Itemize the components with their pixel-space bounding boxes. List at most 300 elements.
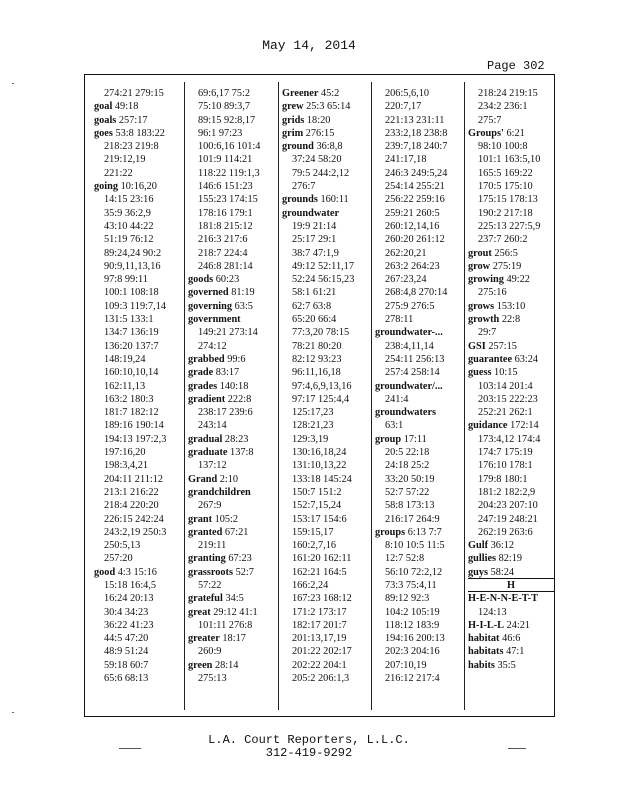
index-references: 256:5 — [494, 247, 518, 259]
index-subline: 257:4 258:14 — [385, 367, 440, 379]
index-entry — [282, 127, 370, 140]
index-subline: 218:7 224:4 — [198, 247, 248, 259]
index-subline: 262:19 263:6 — [478, 526, 533, 538]
index-subline: 82:12 93:23 — [292, 353, 342, 365]
index-subline: 103:14 201:4 — [478, 380, 533, 392]
index-entry — [188, 526, 276, 539]
index-subline: 219:12,19 — [104, 154, 146, 166]
index-subline: 216:17 264:9 — [385, 513, 440, 525]
index-subline: 48:9 51:24 — [104, 646, 149, 658]
index-term: governed — [188, 287, 229, 299]
index-references: 60:23 — [215, 274, 240, 286]
footer-phone: 312-419-9292 — [265, 746, 353, 760]
index-entry — [375, 526, 463, 539]
index-subline: 237:7 260:2 — [478, 234, 528, 246]
index-term: grade — [188, 367, 214, 379]
index-references: 25:3 65:14 — [306, 101, 351, 113]
index-entry — [188, 632, 276, 645]
index-references: 172:14 — [510, 420, 539, 432]
column-divider — [371, 82, 372, 710]
index-subline: 62:7 63:8 — [292, 300, 332, 312]
index-subline: 204:11 211:12 — [104, 473, 164, 485]
index-subline: 213:1 216:22 — [104, 486, 159, 498]
index-references: 28:23 — [224, 433, 249, 445]
index-term: goals — [94, 114, 117, 126]
index-entry — [468, 419, 554, 432]
index-entry — [188, 353, 276, 366]
index-subline: 128:21,23 — [292, 420, 334, 432]
index-term: guarantee — [468, 353, 513, 365]
index-section-letter: H — [468, 578, 554, 592]
index-subline: 257:20 — [104, 553, 133, 565]
index-entry — [188, 433, 276, 446]
index-entry — [468, 645, 554, 658]
index-term: group — [375, 433, 402, 445]
index-references: 46:6 — [502, 633, 521, 645]
index-subline: 160:10,10,14 — [104, 367, 159, 379]
index-subline: 275:16 — [478, 287, 507, 299]
index-subline: 202:3 204:16 — [385, 646, 440, 658]
index-term: grout — [468, 247, 492, 259]
index-entry — [468, 591, 554, 605]
index-references: 58:24 — [490, 566, 515, 578]
index-subline: 179:8 180:1 — [478, 473, 528, 485]
index-subline: 79:5 244:2,12 — [292, 167, 350, 179]
index-entry — [468, 566, 554, 579]
index-term: green — [188, 659, 213, 671]
index-entry — [94, 180, 182, 193]
index-references: 52:7 — [235, 566, 254, 578]
index-subline: 206:5,6,10 — [385, 88, 430, 99]
index-subline: 218:4 220:20 — [104, 500, 159, 512]
index-entry — [375, 406, 463, 419]
column-divider — [278, 82, 279, 710]
index-term: gullies — [468, 553, 497, 565]
index-subline: 167:23 168:12 — [292, 593, 352, 605]
index-subline: 182:17 201:7 — [292, 619, 347, 631]
index-term: H-E-N-N-E-T-T — [468, 593, 538, 605]
index-term: grim — [282, 127, 304, 139]
index-references: 257:15 — [488, 340, 517, 352]
index-term: government — [188, 314, 241, 326]
index-subline: 36:22 41:23 — [104, 619, 154, 631]
index-references: 67:23 — [228, 553, 252, 565]
index-subline: 238:17 239:6 — [198, 407, 253, 419]
index-subline: 243:2,19 250:3 — [104, 526, 167, 538]
index-term: Gulf — [468, 540, 489, 552]
index-subline: 275:9 276:5 — [385, 300, 435, 312]
index-references: 82:19 — [498, 553, 523, 565]
index-subline: 77:3,20 78:15 — [292, 327, 350, 339]
index-entry — [94, 114, 182, 127]
index-subline: 149:21 273:14 — [198, 327, 258, 339]
index-subline: 181:8 215:12 — [198, 220, 253, 232]
index-term: great — [188, 606, 211, 618]
index-subline: 216:3 217:6 — [198, 234, 248, 246]
index-subline: 252:21 262:1 — [478, 407, 533, 419]
index-entry — [468, 366, 554, 379]
index-term: groundwater-... — [375, 327, 443, 339]
index-subline: 173:4,12 174:4 — [478, 433, 541, 445]
index-subline: 104:2 105:19 — [385, 606, 440, 618]
index-subline: 189:16 190:14 — [104, 420, 164, 432]
index-term: Grand — [188, 473, 218, 485]
index-entry — [468, 619, 554, 632]
scan-speck — [12, 712, 14, 713]
index-subline: 49:12 52:11,17 — [292, 260, 354, 272]
index-subline: 65:6 68:13 — [104, 673, 149, 685]
index-term: H-I-L-L — [468, 619, 505, 631]
index-term: grows — [468, 300, 495, 312]
index-subline: 25:17 29:1 — [292, 234, 337, 246]
index-subline: 254:14 255:21 — [385, 181, 445, 193]
index-subline: 20:5 22:18 — [385, 447, 430, 459]
index-term: goal — [94, 101, 113, 113]
index-subline: 275:7 — [478, 114, 502, 126]
index-subline: 152:7,15,24 — [292, 500, 342, 512]
index-subline: 254:11 256:13 — [385, 353, 445, 365]
index-subline: 204:23 207:10 — [478, 500, 538, 512]
index-subline: 146:6 151:23 — [198, 181, 253, 193]
index-entry — [282, 193, 370, 206]
index-subline: 194:13 197:2,3 — [104, 433, 167, 445]
index-term: good — [94, 566, 116, 578]
index-subline: 148:19,24 — [104, 353, 146, 365]
index-references: 222:8 — [227, 393, 252, 405]
index-term: GSI — [468, 340, 486, 352]
index-entry — [282, 100, 370, 113]
index-subline: 130:16,18,24 — [292, 447, 347, 459]
index-subline: 216:12 217:4 — [385, 673, 440, 685]
index-subline: 247:19 248:21 — [478, 513, 538, 525]
index-term: guess — [468, 367, 492, 379]
index-subline: 201:22 202:17 — [292, 646, 352, 658]
index-subline: 24:18 25:2 — [385, 460, 430, 472]
index-subline: 218:23 219:8 — [104, 141, 159, 153]
index-term: groups — [375, 526, 406, 538]
index-subline: 260:20 261:12 — [385, 234, 445, 246]
index-entry — [188, 486, 276, 499]
index-references: 10:15 — [494, 367, 518, 379]
index-subline: 52:24 56:15,23 — [292, 274, 355, 286]
index-term: grandchildren — [188, 486, 251, 498]
index-subline: 89:24,24 90:2 — [104, 247, 162, 259]
index-subline: 267:9 — [198, 500, 222, 512]
index-entry — [468, 247, 554, 260]
page-date: May 14, 2014 — [262, 38, 356, 53]
index-subline: 97:17 125:4,4 — [292, 393, 350, 405]
index-entry — [94, 566, 182, 579]
index-column-5 — [468, 87, 554, 672]
index-subline: 241:4 — [385, 393, 409, 405]
index-subline: 14:15 23:16 — [104, 194, 154, 206]
index-subline: 69:6,17 75:2 — [198, 88, 251, 99]
index-subline: 246:8 281:14 — [198, 260, 253, 272]
index-subline: 176:10 178:1 — [478, 460, 533, 472]
index-subline: 162:11,13 — [104, 380, 146, 392]
index-entry — [468, 127, 554, 140]
index-subline: 129:3,19 — [292, 433, 329, 445]
index-term: grew — [282, 101, 304, 113]
index-references: 99:6 — [227, 353, 246, 365]
index-references: 6:13 7:7 — [407, 526, 442, 538]
index-references: 105:2 — [214, 513, 239, 525]
index-subline: 166:2,24 — [292, 579, 329, 591]
index-subline: 181:2 182:2,9 — [478, 486, 536, 498]
index-subline: 201:13,17,19 — [292, 633, 347, 645]
index-subline: 260:12,14,16 — [385, 220, 440, 232]
index-subline: 89:12 92:3 — [385, 593, 430, 605]
index-entry — [468, 340, 554, 353]
index-term: greater — [188, 633, 220, 645]
index-subline: 131:5 133:1 — [104, 314, 154, 326]
index-entry — [94, 100, 182, 113]
column-divider — [184, 82, 185, 710]
index-references: 140:18 — [219, 380, 249, 392]
index-term: guidance — [468, 420, 508, 432]
index-references: 257:17 — [118, 114, 148, 126]
scan-speck — [12, 83, 14, 84]
index-subline: 153:17 154:6 — [292, 513, 347, 525]
index-subline: 162:21 164:5 — [292, 566, 347, 578]
index-subline: 221:13 231:11 — [385, 114, 445, 126]
index-subline: 12:7 52:8 — [385, 553, 425, 565]
index-subline: 171:2 173:17 — [292, 606, 347, 618]
index-subline: 19:9 21:14 — [292, 220, 337, 232]
index-subline: 241:17,18 — [385, 154, 427, 166]
index-subline: 75:10 89:3,7 — [198, 101, 251, 113]
index-subline: 202:22 204:1 — [292, 659, 347, 671]
index-term: habits — [468, 659, 495, 671]
index-subline: 175:15 178:13 — [478, 194, 538, 206]
index-subline: 109:3 119:7,14 — [104, 300, 166, 312]
index-entry — [375, 380, 463, 393]
index-references: 35:5 — [497, 659, 516, 671]
index-term: granting — [188, 553, 226, 565]
index-references: 10:16,20 — [120, 181, 157, 193]
index-subline: 260:9 — [198, 646, 222, 658]
index-subline: 97:4,6,9,13,16 — [292, 380, 352, 392]
index-references: 53:8 183:22 — [115, 127, 165, 139]
index-subline: 275:13 — [198, 673, 227, 685]
index-entry — [468, 632, 554, 645]
index-references: 45:2 — [320, 88, 340, 99]
index-references: 36:12 — [490, 540, 515, 552]
index-references: 29:12 41:1 — [213, 606, 258, 618]
index-subline: 274:21 279:15 — [104, 88, 164, 99]
index-subline: 35:9 36:2,9 — [104, 207, 151, 219]
index-references: 18:17 — [222, 633, 246, 645]
index-entry — [188, 566, 276, 579]
index-subline: 51:19 76:12 — [104, 234, 154, 246]
index-references: 276:15 — [305, 127, 335, 139]
index-subline: 263:2 264:23 — [385, 260, 440, 272]
index-references: 67:21 — [224, 526, 249, 538]
index-subline: 44:5 47:20 — [104, 633, 149, 645]
index-term: ground — [282, 141, 314, 153]
index-subline: 256:22 259:16 — [385, 194, 445, 206]
index-subline: 233:2,18 238:8 — [385, 127, 448, 139]
index-references: 81:19 — [231, 287, 255, 299]
column-divider — [464, 82, 465, 710]
index-subline: 205:2 206:1,3 — [292, 673, 350, 685]
index-subline: 59:18 60:7 — [104, 659, 149, 671]
index-entry — [188, 659, 276, 672]
index-subline: 96:11,16,18 — [292, 367, 341, 379]
index-term: going — [94, 181, 119, 193]
index-term: groundwaters — [375, 407, 437, 419]
index-subline: 8:10 10:5 11:5 — [385, 540, 445, 552]
index-subline: 137:12 — [198, 460, 227, 472]
index-subline: 267:23,24 — [385, 274, 427, 286]
index-subline: 96:1 97:23 — [198, 127, 243, 139]
index-term: grant — [188, 513, 213, 525]
index-subline: 155:23 174:15 — [198, 194, 258, 206]
index-subline: 239:7,18 240:7 — [385, 141, 448, 153]
index-term: grids — [282, 114, 305, 126]
index-subline: 246:3 249:5,24 — [385, 167, 448, 179]
index-term: grounds — [282, 194, 318, 206]
index-entry — [188, 446, 276, 459]
index-subline: 124:13 — [478, 606, 507, 618]
index-subline: 165:5 169:22 — [478, 167, 533, 179]
index-subline: 97:8 99:11 — [104, 274, 148, 286]
index-subline: 33:20 50:19 — [385, 473, 435, 485]
index-entry — [188, 380, 276, 393]
index-term: guys — [468, 566, 489, 578]
index-subline: 43:10 44:22 — [104, 220, 154, 232]
index-subline: 190:2 217:18 — [478, 207, 533, 219]
index-subline: 220:7,17 — [385, 101, 422, 113]
index-entry — [468, 300, 554, 313]
index-subline: 38:7 47:1,9 — [292, 247, 339, 259]
index-subline: 221:22 — [104, 167, 133, 179]
index-term: grateful — [188, 593, 223, 605]
index-subline: 203:15 222:23 — [478, 393, 538, 405]
index-subline: 276:7 — [292, 181, 316, 193]
index-entry — [282, 114, 370, 127]
index-subline: 234:2 236:1 — [478, 101, 528, 113]
index-subline: 29:7 — [478, 327, 497, 339]
index-subline: 134:7 136:19 — [104, 327, 159, 339]
index-references: 153:10 — [496, 300, 526, 312]
index-subline: 58:8 173:13 — [385, 500, 435, 512]
index-entry — [468, 552, 554, 565]
index-term: habitats — [468, 646, 504, 658]
footer-reporter-name: L.A. Court Reporters, L.L.C. — [208, 733, 410, 747]
index-entry — [188, 286, 276, 299]
index-column-4 — [375, 87, 463, 685]
index-references: 22:8 — [501, 314, 521, 326]
index-references: 34:5 — [225, 593, 244, 605]
index-column-3 — [282, 87, 370, 685]
index-subline: 181:7 182:12 — [104, 407, 159, 419]
index-entry — [188, 300, 276, 313]
index-references: 63:24 — [514, 353, 539, 365]
index-term: habitat — [468, 633, 500, 645]
index-subline: 198:3,4,21 — [104, 460, 149, 472]
index-references: 83:17 — [215, 367, 240, 379]
index-subline: 150:7 151:2 — [292, 486, 342, 498]
index-subline: 170:5 175:10 — [478, 181, 533, 193]
index-subline: 52:7 57:22 — [385, 486, 430, 498]
index-entry — [188, 273, 276, 286]
index-term: groundwater — [282, 207, 340, 219]
index-subline: 225:13 227:5,9 — [478, 220, 541, 232]
index-subline: 131:10,13,22 — [292, 460, 347, 472]
index-references: 4:3 15:16 — [117, 566, 157, 578]
index-column-1 — [94, 87, 182, 685]
page-number: Page 302 — [487, 59, 545, 73]
index-entry — [282, 140, 370, 153]
index-subline: 259:21 260:5 — [385, 207, 440, 219]
index-term: gradient — [188, 393, 226, 405]
index-references: 17:11 — [403, 433, 427, 445]
index-subline: 238:4,11,14 — [385, 340, 434, 352]
index-subline: 159:15,17 — [292, 526, 334, 538]
index-entry — [468, 353, 554, 366]
index-subline: 161:20 162:11 — [292, 553, 352, 565]
index-subline: 262:20,21 — [385, 247, 427, 259]
index-subline: 101:11 276:8 — [198, 619, 253, 631]
index-subline: 118:22 119:1,3 — [198, 167, 260, 179]
index-subline: 118:12 183:9 — [385, 619, 440, 631]
index-term: graduate — [188, 447, 228, 459]
index-subline: 100:1 108:18 — [104, 287, 159, 299]
index-subline: 16:24 20:13 — [104, 593, 154, 605]
index-term: groundwater/... — [375, 380, 443, 392]
index-subline: 98:10 100:8 — [478, 141, 528, 153]
index-subline: 250:5,13 — [104, 540, 141, 552]
index-subline: 194:16 200:13 — [385, 633, 445, 645]
index-term: gradual — [188, 433, 223, 445]
index-references: 2:10 — [219, 473, 239, 485]
index-term: grades — [188, 380, 218, 392]
index-subline: 274:12 — [198, 340, 227, 352]
index-references: 47:1 — [506, 646, 525, 658]
index-subline: 100:6,16 101:4 — [198, 141, 261, 153]
index-references: 49:22 — [506, 274, 530, 286]
index-term: Groups' — [468, 127, 504, 139]
index-entry — [188, 366, 276, 379]
index-references: 275:19 — [492, 260, 522, 272]
index-entry — [282, 207, 370, 220]
index-term: governing — [188, 300, 233, 312]
index-term: grassroots — [188, 566, 233, 578]
index-entry — [188, 552, 276, 565]
index-subline: 178:16 179:1 — [198, 207, 253, 219]
index-subline: 30:4 34:23 — [104, 606, 149, 618]
index-entry — [188, 473, 276, 486]
scan-mark — [119, 748, 141, 749]
index-subline: 125:17,23 — [292, 407, 334, 419]
index-entry — [188, 393, 276, 406]
index-entry — [375, 433, 463, 446]
index-subline: 219:11 — [198, 540, 227, 552]
index-subline: 160:2,7,16 — [292, 540, 337, 552]
index-entry — [468, 260, 554, 273]
index-subline: 89:15 92:8,17 — [198, 114, 256, 126]
index-entry — [94, 127, 182, 140]
index-subline: 58:1 61:21 — [292, 287, 337, 299]
index-subline: 163:2 180:3 — [104, 393, 154, 405]
index-entry — [375, 326, 463, 339]
index-references: 137:8 — [230, 447, 254, 459]
index-term: growth — [468, 314, 500, 326]
index-term: grabbed — [188, 353, 225, 365]
index-references: 36:8,8 — [316, 141, 343, 153]
index-entry — [468, 659, 554, 672]
